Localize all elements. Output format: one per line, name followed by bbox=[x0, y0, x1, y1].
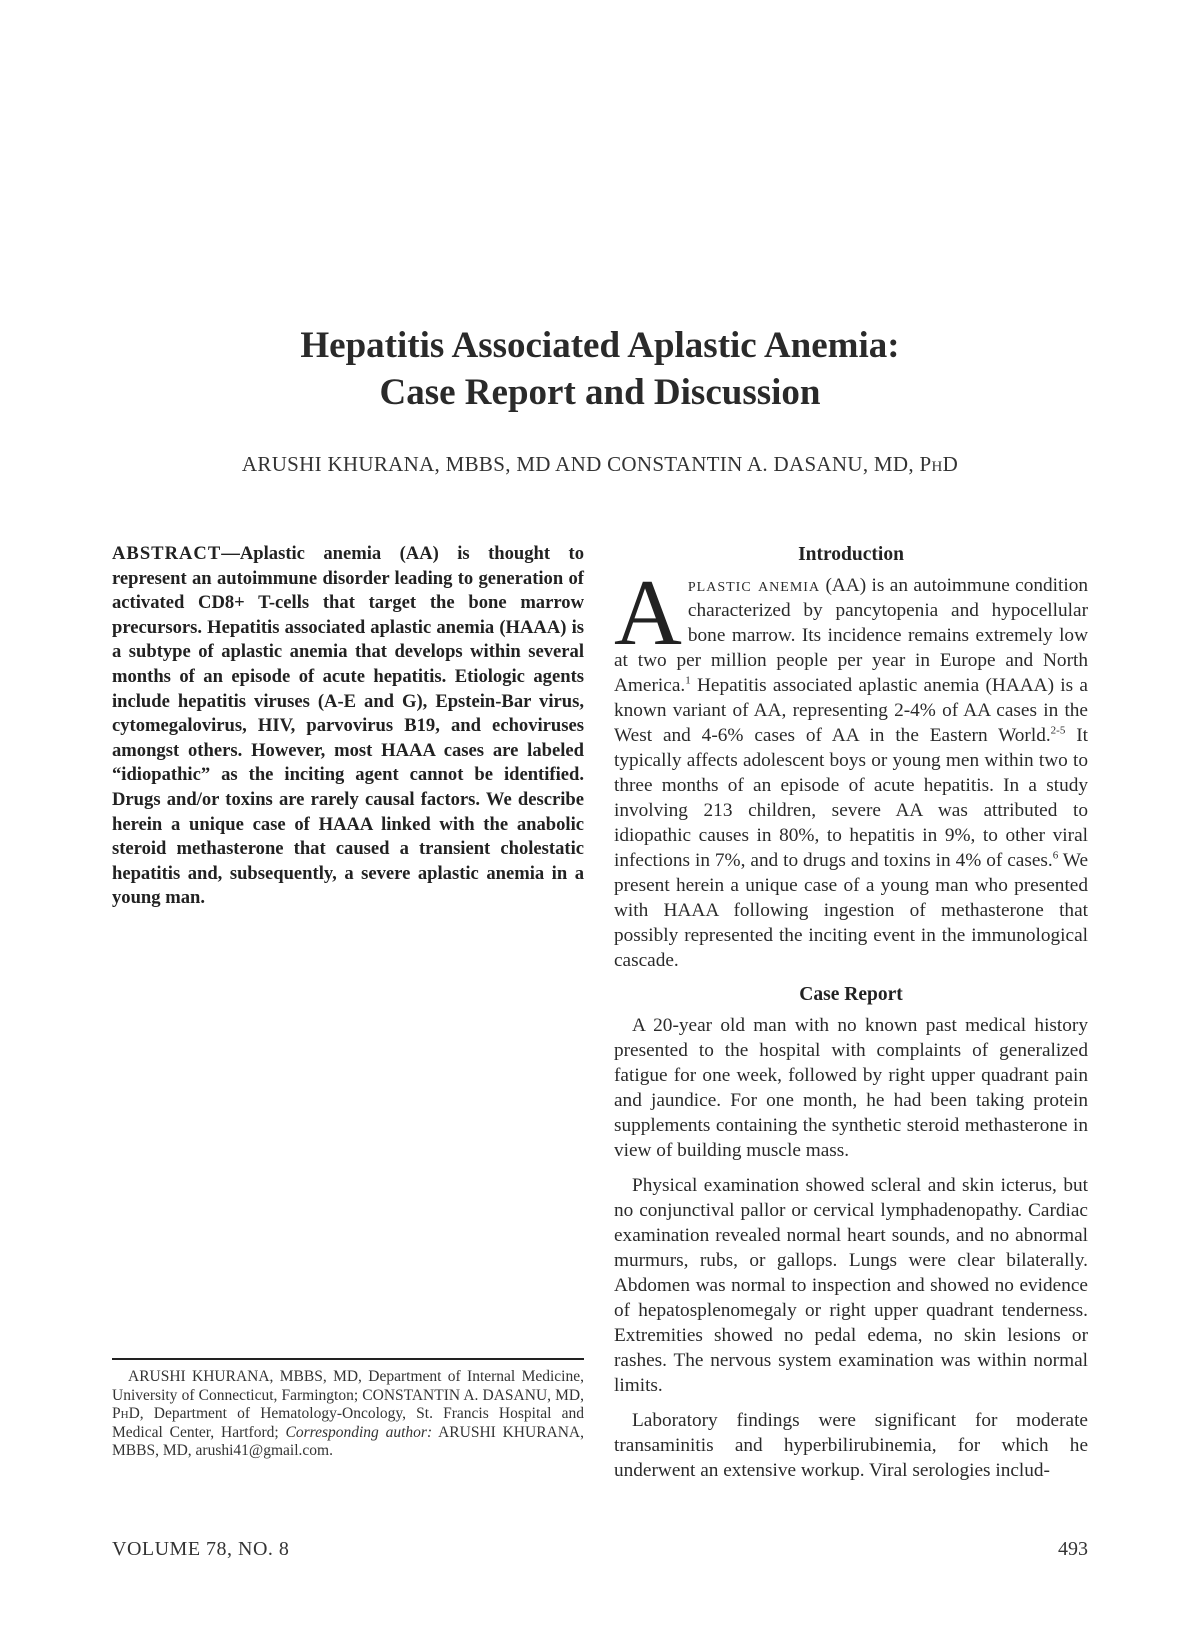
affiliation-part-2: , Department of Hematology-Oncology, St. Francis Hospital and Medical Center, Hartford; bbox=[112, 1405, 584, 1441]
affiliation-degree-smallcaps: hD bbox=[120, 1405, 140, 1422]
author-degree-smallcaps: hD bbox=[931, 452, 959, 476]
case-report-heading: Case Report bbox=[799, 984, 903, 1005]
citation-ref-1: 1 bbox=[685, 674, 691, 687]
article-title bbox=[0, 322, 1200, 416]
title-line-2: Case Report and Discussion bbox=[379, 372, 821, 413]
intro-text-b: Hepatitis associated aplastic anemia (HAAA) is a known variant of AA, representing 2-4% of AA cases in the West and 4-6% cases of AA in the Eastern World. bbox=[614, 675, 1088, 746]
abstract-label: ABSTRACT bbox=[112, 543, 222, 564]
drop-cap: A bbox=[614, 561, 682, 665]
author-byline bbox=[0, 452, 1200, 477]
abstract-text: Aplastic anemia (AA) is thought to represent an autoimmune disorder leading to generation of activated CD8+ T-cells that target the bone marrow precursors. Hepatitis associated aplastic anemia (HAAA) is a subtype of aplastic anemia that develops within several months of an episode of acute hepatitis. Etiologic agents include hepatitis viruses (A-E and G), Epstein-Bar virus, cytomegalovirus, HIV, parvovirus B19, and echoviruses amongst others. However, most HAAA cases are labeled “idiopathic” as the inciting agent cannot be identified. Drugs and/or toxins are rarely causal factors. We describe herein a unique case of HAAA linked with the anabolic steroid methasterone that caused a transient cholestatic hepatitis and, subsequently, a severe aplastic anemia in a young man. bbox=[112, 543, 584, 909]
page-number: 493 bbox=[1058, 1538, 1088, 1560]
volume-footer: VOLUME 78, NO. 8 bbox=[112, 1538, 290, 1560]
abstract-dash: — bbox=[221, 543, 240, 564]
abstract bbox=[112, 542, 584, 911]
intro-text-c: It typically affects adolescent boys or young men within two to three months of an episode of acute hepatitis. In a study involving 213 children, severe AA was attributed to idiopathic causes in 80%, to hepatitis in 9%, to other viral infections in 7%, and to drugs and toxins in 4% of cases. bbox=[614, 725, 1088, 871]
intro-text-a: (AA) is an autoimmune condition characterized by pancytopenia and hypocellular bone marrow. Its incidence remains extremely low at two per million people per year in Europe and North America. bbox=[614, 575, 1088, 696]
intro-lead-smallcaps: plastic anemia bbox=[687, 575, 821, 596]
author-affiliation-footnote bbox=[112, 1368, 584, 1461]
title-line-1: Hepatitis Associated Aplastic Anemia: bbox=[300, 325, 900, 366]
case-report-paragraph-2: Physical examination showed scleral and skin icterus, but no conjunctival pallor or cervical lymphadenopathy. Cardiac examination revealed normal heart sounds, and no abnormal murmurs, rubs, or gallops. Lungs were clear bilaterally. Abdomen was normal to inspection and showed no evidence of hepatosplenomegaly or right upper quadrant tenderness. Extremities showed no pedal edema, no skin lesions or rashes. The nervous system examination was within normal limits. bbox=[614, 1175, 1088, 1396]
footnote-rule bbox=[112, 1358, 584, 1360]
author-names: ARUSHI KHURANA, MBBS, MD AND CONSTANTIN A. DASANU, MD, P bbox=[241, 452, 932, 476]
right-column bbox=[614, 543, 1088, 1483]
affiliation-part-1: ARUSHI KHURANA, MBBS, MD, Department of Internal Medicine, University of Connecticut, Farmington; CONSTANTIN A. DASANU, MD, P bbox=[112, 1368, 584, 1422]
case-report-paragraph-1: A 20-year old man with no known past medical history presented to the hospital with complaints of generalized fatigue for one week, followed by right upper quadrant pain and jaundice. For one month, he had been taking protein supplements containing the synthetic steroid methasterone in view of building muscle mass. bbox=[614, 1015, 1088, 1161]
citation-ref-6: 6 bbox=[1052, 849, 1059, 862]
citation-ref-2-5: 2-5 bbox=[1050, 724, 1066, 737]
introduction-heading: Introduction bbox=[798, 544, 904, 565]
introduction-paragraph bbox=[614, 561, 1088, 973]
corresponding-author-label: Corresponding author: bbox=[285, 1423, 433, 1441]
case-report-paragraph-3: Laboratory findings were significant for moderate transaminitis and hyperbilirubinemia, for which he underwent an extensive workup. Viral serologies includ- bbox=[614, 1410, 1088, 1481]
intro-text-d: We present herein a unique case of a young man who presented with HAAA following ingestion of methasterone that possibly represented the inciting event in the immunological cascade. bbox=[614, 850, 1088, 971]
affiliation-part-3: ARUSHI KHURANA, MBBS, MD, arushi41@gmail.com. bbox=[112, 1423, 584, 1459]
